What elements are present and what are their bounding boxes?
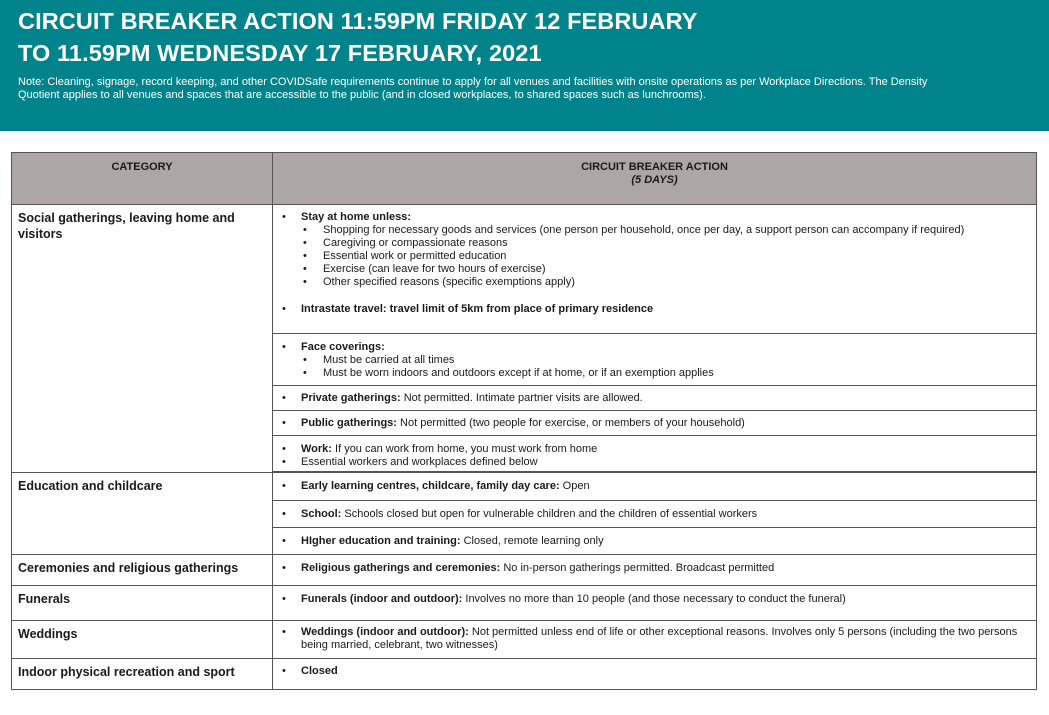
table-row	[12, 621, 1037, 659]
list-item	[279, 211, 1030, 289]
face-coverings-list	[301, 354, 1030, 380]
action-cell	[273, 528, 1037, 555]
list	[279, 593, 1030, 606]
list-item: • Caregiving or compassionate reasons	[279, 237, 1030, 250]
list	[279, 392, 1030, 405]
list-item	[279, 392, 1030, 405]
list-item: • Must be carried at all times	[279, 354, 1030, 367]
early-learning-text: Open	[559, 480, 590, 492]
list	[279, 480, 1030, 493]
list	[279, 341, 1030, 380]
action-cell	[273, 334, 1037, 386]
category-social: Social gatherings, leaving home and visitors	[12, 205, 273, 473]
table-header-row	[12, 153, 1037, 205]
action-cell	[273, 436, 1037, 472]
title-line-2: TO 11.59PM WEDNESDAY 17 FEBRUARY, 2021	[18, 40, 542, 66]
list-item	[279, 341, 1030, 380]
category-indoor-recreation: Indoor physical recreation and sport	[12, 659, 273, 690]
action-column-header	[273, 153, 1037, 205]
weddings-text: Not permitted unless end of life or other exceptional reasons. Involves only 5 persons (including the two persons being married, celebrant, two witnesses)	[301, 626, 1018, 651]
higher-education-text: Closed, remote learning only	[460, 535, 604, 547]
list-item: • Essential workers and workplaces defined below	[279, 456, 1030, 469]
list-item: • Shopping for necessary goods and services (one person per household, once per day, a support person can accompany if required)	[279, 224, 1030, 237]
table-row	[12, 555, 1037, 586]
action-cell	[273, 473, 1037, 501]
page-title	[18, 5, 698, 69]
list-item: • Essential work or permitted education	[279, 250, 1030, 263]
list-item	[279, 443, 1030, 456]
category-ceremonies: Ceremonies and religious gatherings	[12, 555, 273, 586]
category-education: Education and childcare	[12, 473, 273, 555]
school-label: School:	[301, 508, 342, 520]
public-gatherings-label: Public gatherings:	[301, 417, 397, 429]
action-cell	[273, 386, 1037, 411]
title-line-1: CIRCUIT BREAKER ACTION 11:59PM FRIDAY 12 FEBRUARY	[18, 8, 698, 34]
list	[279, 535, 1030, 548]
action-cell	[273, 621, 1037, 659]
action-column-title: CIRCUIT BREAKER ACTION	[581, 161, 728, 173]
action-cell	[273, 205, 1037, 334]
action-cell	[273, 501, 1037, 528]
work-label: Work:	[301, 443, 332, 455]
list	[279, 562, 1030, 575]
action-cell	[273, 586, 1037, 621]
reasons-list	[301, 224, 1030, 289]
list-item	[279, 665, 1030, 678]
face-coverings-label: Face coverings:	[301, 341, 385, 353]
list-item	[279, 417, 1030, 430]
religious-gatherings-label: Religious gatherings and ceremonies:	[301, 562, 501, 574]
list-item	[279, 562, 1030, 575]
table-row	[12, 473, 1037, 501]
weddings-label: Weddings (indoor and outdoor):	[301, 626, 469, 638]
category-weddings: Weddings	[12, 621, 273, 659]
list-item	[279, 626, 1030, 652]
category-funerals: Funerals	[12, 586, 273, 621]
action-cell	[273, 555, 1037, 586]
public-gatherings-text: Not permitted (two people for exercise, or members of your household)	[396, 417, 745, 429]
higher-education-label: HIgher education and training:	[301, 535, 461, 547]
list-item	[279, 480, 1030, 493]
restrictions-table	[11, 152, 1037, 690]
list	[279, 443, 1030, 469]
list-item	[279, 508, 1030, 521]
list-item: • Exercise (can leave for two hours of exercise)	[279, 263, 1030, 276]
list-item: • Other specified reasons (specific exemptions apply)	[279, 276, 1030, 289]
intrastate-label: Intrastate travel: travel limit of 5km from place of primary residence	[301, 303, 654, 315]
header-banner	[0, 0, 1049, 131]
header-note: Note: Cleaning, signage, record keeping, and other COVIDSafe requirements continue to apply for all venues and facilities with onsite operations as per Workplace Directions. The Density Quotient applies to all venues and spaces that are accessible to the public (and in closed workplaces, to shared spaces such as lunchrooms).	[18, 76, 928, 101]
list	[279, 665, 1030, 678]
category-column-header: CATEGORY	[12, 153, 273, 205]
school-text: Schools closed but open for vulnerable children and the children of essential workers	[341, 508, 758, 520]
table-row	[12, 205, 1037, 334]
funerals-text: Involves no more than 10 people (and those necessary to conduct the funeral)	[462, 593, 846, 605]
private-gatherings-label: Private gatherings:	[301, 392, 401, 404]
list	[279, 626, 1030, 652]
list	[279, 508, 1030, 521]
list-item	[279, 593, 1030, 606]
religious-gatherings-text: No in-person gatherings permitted. Broadcast permitted	[500, 562, 775, 574]
list	[279, 417, 1030, 430]
table-row	[12, 586, 1037, 621]
action-cell	[273, 659, 1037, 690]
funerals-label: Funerals (indoor and outdoor):	[301, 593, 463, 605]
list-item: • Must be worn indoors and outdoors except if at home, or if an exemption applies	[279, 367, 1030, 380]
action-column-subtitle: (5 DAYS)	[631, 174, 678, 186]
table-row	[12, 659, 1037, 690]
list-item	[279, 535, 1030, 548]
action-cell	[273, 411, 1037, 436]
early-learning-label: Early learning centres, childcare, family day care:	[301, 480, 560, 492]
list	[279, 211, 1030, 316]
work-text: If you can work from home, you must work from home	[331, 443, 598, 455]
list-item	[279, 303, 1030, 316]
private-gatherings-text: Not permitted. Intimate partner visits are allowed.	[400, 392, 643, 404]
stay-home-label: Stay at home unless:	[301, 211, 412, 223]
indoor-closed-label: Closed	[301, 665, 338, 677]
